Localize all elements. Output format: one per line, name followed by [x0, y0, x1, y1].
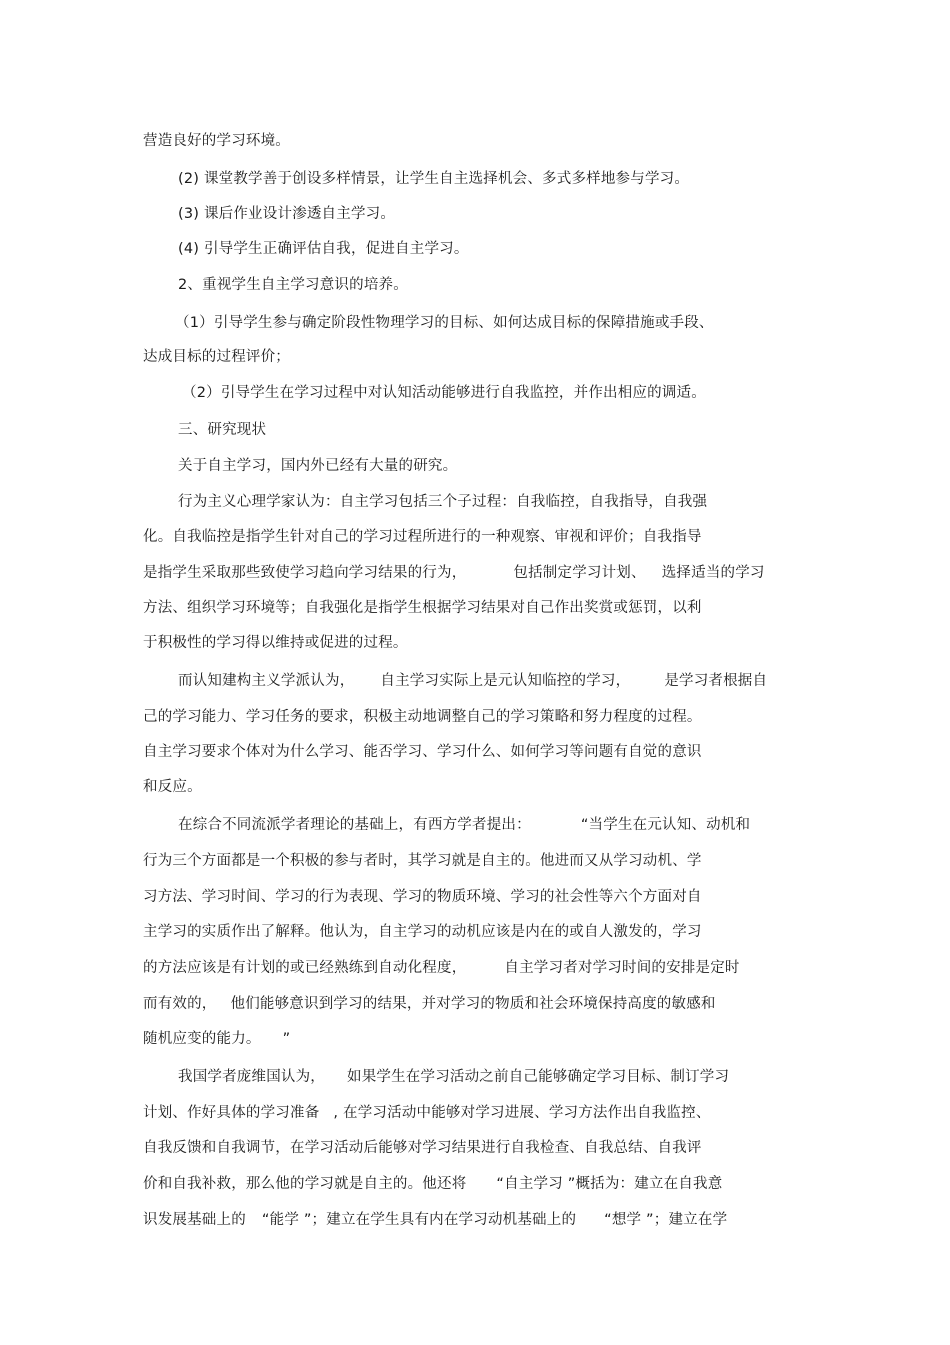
text-line: 行为主义心理学家认为：自主学习包括三个子过程：自我临控，自我指导，自我强 [178, 494, 708, 510]
text-line: 和反应。 [143, 779, 202, 795]
text-segment: 而有效的， [143, 996, 217, 1012]
text-line [178, 1067, 729, 1087]
text-line: 主学习的实质作出了解释。他认为，自主学习的动机应该是内在的或自人激发的，学习 [143, 924, 702, 940]
text-line: (4) 引导学生正确评估自我，促进自主学习。 [178, 241, 469, 257]
text-line: 营造良好的学习环境。 [143, 133, 290, 149]
text-segment: , 在学习活动中能够对学习进展、学习方法作出自我监控、 [333, 1105, 711, 1121]
text-line: 2、重视学生自主学习意识的培养。 [178, 277, 408, 293]
text-line [143, 1029, 290, 1049]
text-line [178, 815, 750, 835]
text-segment: “能学 ”；建立在学生具有内在学习动机基础上的 [261, 1212, 577, 1228]
text-segment: 是学习者根据自 [664, 673, 768, 689]
text-segment: 我国学者庞维国认为， [178, 1069, 325, 1085]
text-line: 方法、组织学习环境等；自我强化是指学生根据学习结果对自己作出奖赏或惩罚，以利 [143, 600, 702, 616]
text-line: （2）引导学生在学习过程中对认知活动能够进行自我监控，并作出相应的调适。 [182, 385, 706, 401]
text-line: （1）引导学生参与确定阶段性物理学习的目标、如何达成目标的保障措施或手段、 [175, 315, 714, 331]
text-segment: “想学 ”；建立在学 [604, 1212, 728, 1228]
text-segment: 识发展基础上的 [143, 1212, 246, 1228]
text-segment: 的方法应该是有计划的或已经熟练到自动化程度， [143, 960, 467, 976]
text-line [143, 994, 716, 1014]
text-segment: 他们能够意识到学习的结果，并对学习的物质和社会环境保持高度的敏感和 [230, 996, 716, 1012]
text-segment: 如果学生在学习活动之前自己能够确定学习目标、制订学习 [347, 1069, 730, 1085]
section-heading: 三、研究现状 [178, 422, 267, 438]
text-segment: 随机应变的能力。 [143, 1031, 261, 1047]
text-line [143, 1210, 727, 1230]
text-segment: ” [282, 1031, 291, 1047]
text-segment: 自主学习者对学习时间的安排是定时 [504, 960, 740, 976]
text-line [143, 1174, 722, 1194]
text-line [143, 1103, 711, 1123]
text-line: 化。自我临控是指学生针对自己的学习过程所进行的一种观察、审视和评价；自我指导 [143, 529, 702, 545]
text-line: 达成目标的过程评价； [143, 349, 290, 365]
text-segment: 是指学生采取那些致使学习趋向学习结果的行为， [143, 565, 467, 581]
text-line: 己的学习能力、学习任务的要求，积极主动地调整自己的学习策略和努力程度的过程。 [143, 709, 702, 725]
text-segment: “自主学习 ”概括为：建立在自我意 [496, 1176, 723, 1192]
text-line: 习方法、学习时间、学习的行为表现、学习的物质环境、学习的社会性等六个方面对自 [143, 889, 702, 905]
text-line: 行为三个方面都是一个积极的参与者时，其学习就是自主的。他进而又从学习动机、学 [143, 853, 702, 869]
text-line [143, 958, 740, 978]
text-segment: 在综合不同流派学者理论的基础上，有西方学者提出： [178, 817, 531, 833]
text-line [178, 671, 767, 691]
text-segment: 自主学习实际上是元认知临控的学习， [380, 673, 631, 689]
text-segment: 包括制定学习计划、 [513, 565, 646, 581]
text-segment: 而认知建构主义学派认为， [178, 673, 355, 689]
text-line [143, 563, 765, 583]
text-line: 关于自主学习，国内外已经有大量的研究。 [178, 458, 458, 474]
text-segment: 选择适当的学习 [661, 565, 765, 581]
text-line: (2) 课堂教学善于创设多样情景，让学生自主选择机会、多式多样地参与学习。 [178, 171, 690, 187]
text-line: 自主学习要求个体对为什么学习、能否学习、学习什么、如何学习等问题有自觉的意识 [143, 744, 702, 760]
text-line: 于积极性的学习得以维持或促进的过程。 [143, 635, 408, 651]
text-line: (3) 课后作业设计渗透自主学习。 [178, 206, 396, 222]
text-segment: “当学生在元认知、动机和 [580, 817, 751, 833]
text-segment: 计划、作好具体的学习准备 [143, 1105, 320, 1121]
text-segment: 价和自我补救，那么他的学习就是自主的。他还将 [143, 1176, 467, 1192]
text-line: 自我反馈和自我调节，在学习活动后能够对学习结果进行自我检查、自我总结、自我评 [143, 1140, 702, 1156]
